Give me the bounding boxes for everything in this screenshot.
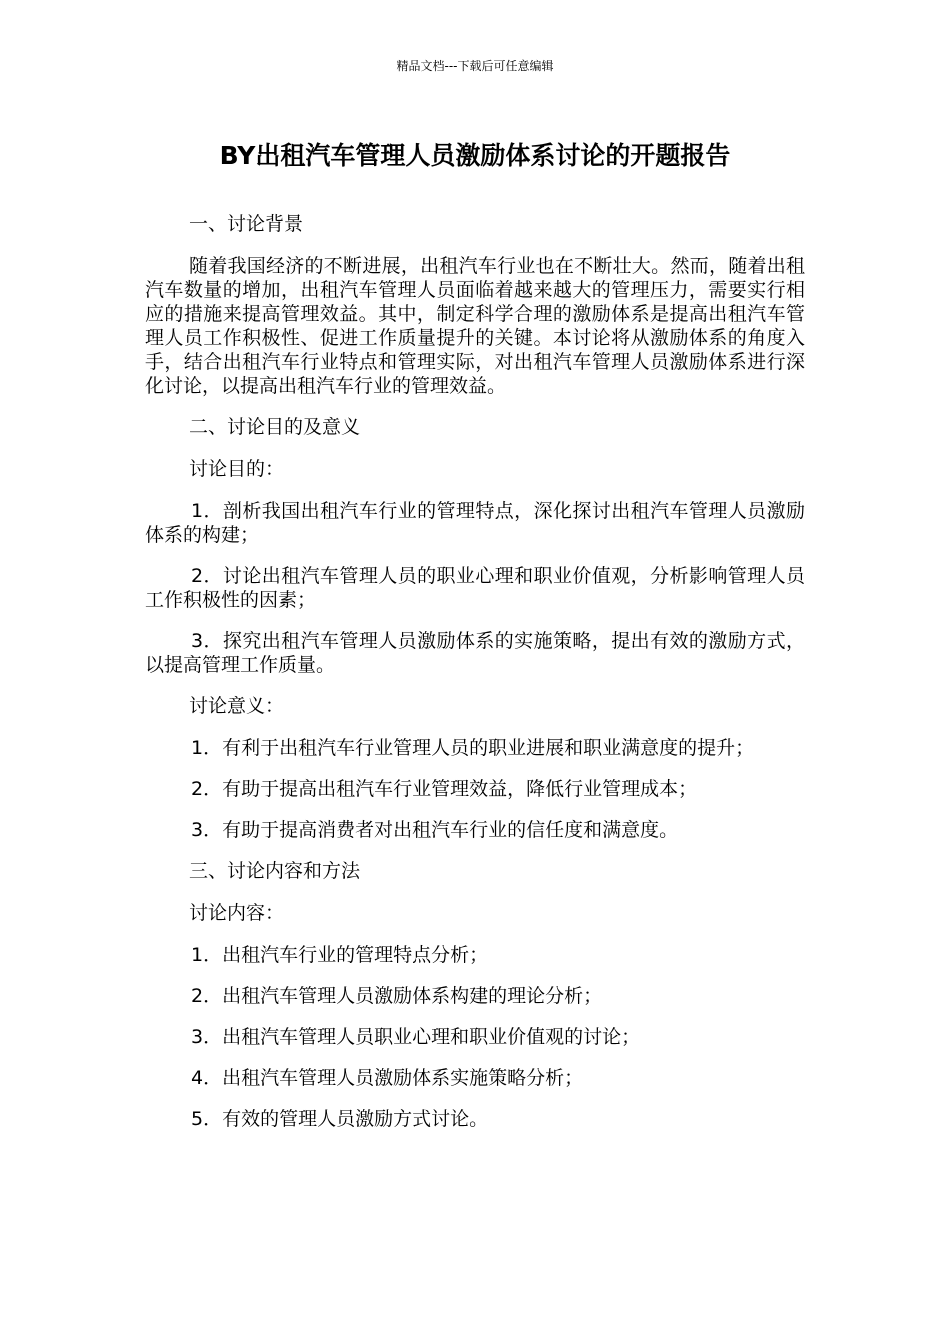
significance-item-3: 3．有助于提高消费者对出租汽车行业的信任度和满意度。 — [191, 819, 679, 841]
section-1-paragraph: 随着我国经济的不断进展，出租汽车行业也在不断壮大。然而，随着出租汽车数量的增加，出租汽车管理人员面临着越来越大的管理压力，需要实行相应的措施来提高管理效益。其中，制定科学合理的激励体系是提高出租汽车管理人员工作积极性、促进工作质量提升的关键。本讨论将从激励体系的角度入手，结合出租汽车行业特点和管理实际，对出租汽车管理人员激励体系进行深化讨论，以提高出租汽车行业的管理效益。 — [145, 255, 805, 397]
section-3-heading: 三、讨论内容和方法 — [189, 860, 361, 882]
significance-item-2: 2．有助于提高出租汽车行业管理效益，降低行业管理成本； — [191, 778, 698, 800]
significance-item-1: 1．有利于出租汽车行业管理人员的职业进展和职业满意度的提升； — [191, 737, 755, 759]
page-header: 精品文档---下载后可任意编辑 — [396, 59, 554, 73]
document-body — [145, 212, 805, 1148]
content-item-1: 1．出租汽车行业的管理特点分析； — [191, 944, 489, 966]
purpose-item-3: 3．探究出租汽车管理人员激励体系的实施策略，提出有效的激励方式，以提高管理工作质量。 — [145, 630, 805, 676]
purpose-item-2: 2．讨论出租汽车管理人员的职业心理和职业价值观，分析影响管理人员工作积极性的因素； — [145, 565, 805, 611]
content-item-2: 2．出租汽车管理人员激励体系构建的理论分析； — [191, 985, 603, 1007]
section-2-heading: 二、讨论目的及意义 — [189, 416, 361, 438]
content-item-3: 3．出租汽车管理人员职业心理和职业价值观的讨论； — [191, 1026, 641, 1048]
purpose-item-1: 1．剖析我国出租汽车行业的管理特点，深化探讨出租汽车管理人员激励体系的构建； — [145, 500, 805, 546]
content-item-4: 4．出租汽车管理人员激励体系实施策略分析； — [191, 1067, 584, 1089]
significance-label: 讨论意义： — [189, 695, 285, 717]
section-1-heading: 一、讨论背景 — [189, 213, 304, 235]
content-item-5: 5．有效的管理人员激励方式讨论。 — [191, 1108, 489, 1130]
content-label: 讨论内容： — [189, 902, 285, 924]
purpose-label: 讨论目的： — [189, 458, 285, 480]
document-title: BY出租汽车管理人员激励体系讨论的开题报告 — [219, 141, 731, 170]
